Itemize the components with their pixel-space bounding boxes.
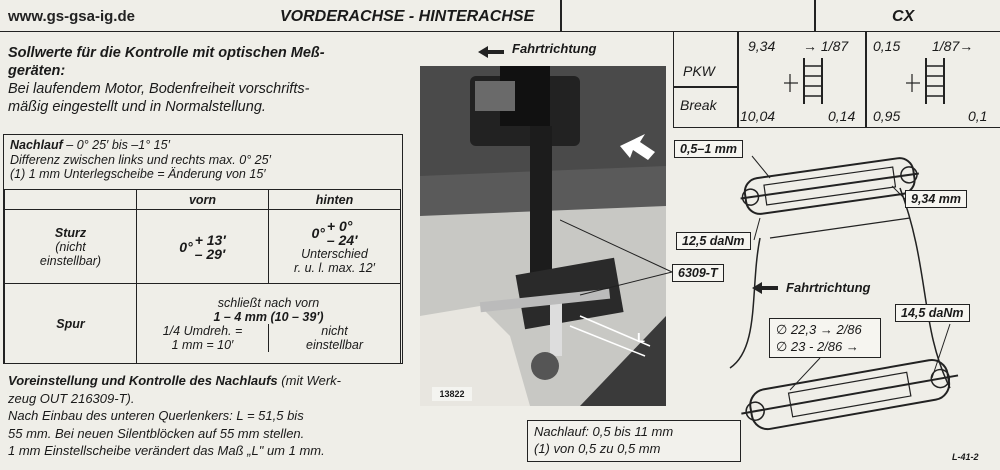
diameter-line: ∅ 22,3 → 2/86 (776, 322, 862, 337)
arrow-left-icon (478, 46, 508, 58)
spur-hinten: nicht (321, 323, 348, 338)
photo-number: 13822 (432, 387, 472, 401)
sollwerte-section (8, 44, 408, 116)
model-label: CX (892, 8, 915, 25)
nachlauf-note: Nachlauf: 0,5 bis 11 mm (534, 424, 674, 439)
sturz-sub: (nicht (55, 239, 86, 254)
diameter-line: ∅ 23 - 2/86 → (776, 339, 859, 354)
spec-corner-cell (5, 190, 137, 210)
spur-hinten: einstellbar (306, 337, 363, 352)
nachlauf-shim-note: (1) 1 mm Unterlegscheibe = Änderung von 15′ (10, 167, 266, 181)
spur-vorn: 1/4 Umdreh. = (162, 323, 243, 338)
spec-table (4, 189, 401, 364)
voreinstellung-heading: Voreinstellung und Kontrolle des Nachlaufs (8, 373, 278, 388)
direction-label: Fahrtrichtung (786, 280, 871, 295)
table-divider (865, 32, 867, 128)
sturz-hinten (269, 210, 401, 284)
shim-stack-icon (904, 56, 950, 108)
pkw-label: PKW (683, 63, 715, 79)
sturz-vorn-base: 0° (179, 238, 193, 255)
page-title: VORDERACHSE - HINTERACHSE (280, 8, 535, 25)
sturz-sub: einstellbar) (39, 253, 102, 268)
voreinstellung-text: 55 mm. Bei neuen Silentblöcken auf 55 mm stellen. (8, 425, 305, 441)
nachlauf-note-box (527, 420, 741, 462)
value-bot-mid: 0,14 (828, 108, 856, 124)
voreinstellung-text: zeug OUT 216309-T). (8, 390, 135, 406)
dim-l-label: L (637, 330, 645, 345)
table-divider (737, 32, 739, 128)
nachlauf-text (10, 138, 400, 182)
spur-label: Spur (5, 284, 137, 364)
nachlauf-range: – 0° 25′ bis –1° 15′ (62, 138, 170, 152)
table-divider (673, 86, 737, 88)
diameter-box (769, 318, 881, 358)
sturz-vorn-minus: – 29′ (194, 245, 226, 262)
value-top-mid: → 1/87 (803, 38, 849, 54)
tag-tool: 6309-T (672, 264, 724, 282)
leader-lines (560, 210, 675, 300)
value-top-left: 9,34 (748, 38, 776, 54)
header-divider (814, 0, 816, 32)
row-sturz-label (5, 210, 137, 284)
col-vorn: vorn (137, 190, 269, 210)
spur-values (137, 284, 401, 364)
spur-line: schließt nach vorn (217, 295, 320, 310)
sollwerte-text: Bei laufendem Motor, Bodenfreiheit vorschrifts- (8, 81, 310, 97)
sturz-vorn-plus: + 13′ (194, 231, 226, 248)
sturz-hinten-base: 0° (311, 224, 325, 241)
sturz-hinten-plus: + 0° (326, 217, 353, 234)
shim-stack-icon (782, 56, 828, 108)
tag-torque-upper: 12,5 daNm (676, 232, 751, 250)
value-bot-r1: 0,95 (873, 108, 901, 124)
arrow-left-icon (752, 282, 782, 294)
tag-torque-lower: 14,5 daNm (895, 304, 970, 322)
value-bot-r2: 0,1 (968, 108, 988, 124)
break-label: Break (680, 97, 717, 113)
sturz-hinten-minus: – 24′ (326, 231, 358, 248)
nachlauf-box (3, 134, 403, 364)
sturz-label: Sturz (54, 225, 87, 240)
tag-dimension: 9,34 mm (905, 190, 967, 208)
sollwerte-title-cont: geräten: (8, 63, 66, 79)
page-reference: L-41-2 (952, 452, 979, 462)
voreinstellung-text: (mit Werk- (277, 373, 341, 388)
spur-value: 1 – 4 mm (10 – 39′) (213, 309, 324, 324)
header-divider (560, 0, 562, 32)
spur-vorn: 1 mm = 10′ (171, 337, 234, 352)
sturz-hinten-note: Unterschied (301, 246, 368, 261)
sturz-vorn (137, 210, 269, 284)
sturz-hinten-note: r. u. l. max. 12′ (293, 260, 376, 275)
tag-shim-thickness: 0,5–1 mm (674, 140, 743, 158)
nachlauf-heading: Nachlauf (10, 138, 63, 152)
voreinstellung-text: Nach Einbau des unteren Querlenkers: L = 51,5 bis (8, 408, 304, 423)
nachlauf-diff: Differenz zwischen links und rechts max. 0° 25′ (10, 152, 271, 167)
direction-label: Fahrtrichtung (512, 41, 597, 56)
value-bot-left: 10,04 (740, 108, 776, 124)
col-hinten: hinten (269, 190, 401, 210)
voreinstellung-text: 1 mm Einstellscheibe verändert das Maß „L" um 1 mm. (8, 443, 325, 458)
sollwerte-text: mäßig eingestellt und in Normalstellung. (8, 99, 266, 115)
voreinstellung-section (8, 372, 403, 460)
rear-axle-drawing (670, 128, 1000, 470)
nachlauf-note: (1) von 0,5 zu 0,5 mm (534, 441, 661, 456)
sollwerte-title: Sollwerte für die Kontrolle mit optischen Meß- (8, 45, 325, 61)
source-url: www.gs-gsa-ig.de (8, 8, 135, 25)
value-top-r1: 0,15 (873, 38, 901, 54)
value-top-r2: 1/87→ (932, 38, 974, 54)
